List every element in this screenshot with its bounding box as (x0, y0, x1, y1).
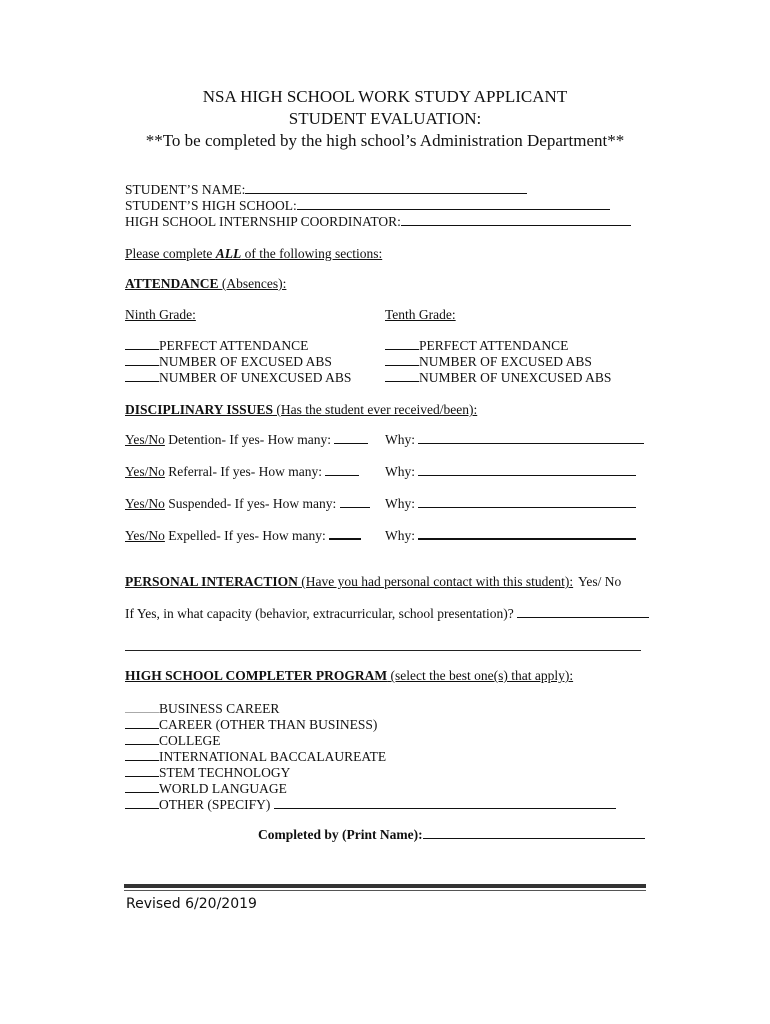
ninth-grade-label: Ninth Grade: (125, 307, 196, 322)
ninth-excused-row (125, 353, 332, 370)
stem-checkbox[interactable] (125, 764, 159, 777)
disciplinary-title: DISCIPLINARY ISSUES (125, 402, 273, 417)
capacity-field[interactable] (517, 605, 649, 618)
other-checkbox[interactable] (125, 796, 159, 809)
suspended-why-label: Why: (385, 496, 415, 511)
tenth-unexcused-label: NUMBER OF UNEXCUSED ABS (419, 370, 612, 385)
completer-subtitle: (select the best one(s) that apply): (387, 668, 574, 683)
ninth-perfect-field[interactable] (125, 337, 159, 350)
ninth-excused-label: NUMBER OF EXCUSED ABS (159, 354, 332, 369)
suspended-label: Suspended- If yes- How many: (164, 496, 337, 511)
expelled-count-field[interactable] (329, 526, 361, 540)
capacity-row (125, 605, 649, 622)
footer-divider-thin (124, 890, 646, 891)
completed-by-row (258, 826, 645, 843)
tenth-perfect-row (385, 337, 568, 354)
footer-divider (124, 884, 646, 888)
suspended-yes-no[interactable]: Yes/No (125, 496, 165, 511)
expelled-label: Expelled- If yes- How many: (164, 528, 326, 543)
tenth-perfect-field[interactable] (385, 337, 419, 350)
completer-item-ib (125, 748, 386, 765)
personal-heading-row (125, 574, 573, 590)
personal-yes-no[interactable]: Yes/ No (578, 574, 622, 589)
completer-item-career (125, 716, 377, 733)
capacity-question: If Yes, in what capacity (behavior, extracurricular, school presentation)? (125, 606, 514, 621)
career-label: CAREER (OTHER THAN BUSINESS) (159, 717, 378, 732)
instructions-prefix: Please complete (125, 246, 216, 261)
expelled-yes-no[interactable]: Yes/No (125, 528, 165, 543)
tenth-grade-label: Tenth Grade: (385, 307, 456, 322)
student-name-label: STUDENT’S NAME: (125, 182, 246, 197)
business-label: BUSINESS CAREER (159, 701, 280, 716)
detention-count-field[interactable] (334, 431, 368, 444)
tenth-excused-row (385, 353, 592, 370)
detention-yes-no[interactable]: Yes/No (125, 432, 165, 447)
ninth-perfect-row (125, 337, 308, 354)
tenth-perfect-label: PERFECT ATTENDANCE (419, 338, 569, 353)
attendance-heading (125, 276, 286, 292)
referral-row (125, 463, 359, 480)
personal-title: PERSONAL INTERACTION (125, 574, 298, 589)
referral-count-field[interactable] (325, 463, 359, 476)
ninth-unexcused-label: NUMBER OF UNEXCUSED ABS (159, 370, 352, 385)
other-label: OTHER (SPECIFY) (159, 797, 271, 812)
completer-item-college (125, 732, 221, 749)
instructions-suffix: of the following sections: (241, 246, 383, 261)
expelled-why-row (385, 526, 636, 544)
completer-item-stem (125, 764, 290, 781)
ninth-unexcused-row (125, 369, 351, 386)
student-school-field[interactable] (297, 197, 610, 210)
ninth-excused-field[interactable] (125, 353, 159, 366)
stem-label: STEM TECHNOLOGY (159, 765, 291, 780)
tenth-excused-field[interactable] (385, 353, 419, 366)
ib-label: INTERNATIONAL BACCALAUREATE (159, 749, 387, 764)
ninth-perfect-label: PERFECT ATTENDANCE (159, 338, 309, 353)
completer-title: HIGH SCHOOL COMPLETER PROGRAM (125, 668, 388, 683)
world-language-checkbox[interactable] (125, 780, 159, 793)
detention-why-label: Why: (385, 432, 415, 447)
world-language-label: WORLD LANGUAGE (159, 781, 287, 796)
completed-by-field[interactable] (423, 826, 645, 839)
disciplinary-subtitle: (Has the student ever received/been): (272, 402, 478, 417)
student-name-row (125, 181, 527, 198)
form-title-line2: STUDENT EVALUATION: (288, 109, 482, 128)
referral-why-label: Why: (385, 464, 415, 479)
tenth-unexcused-field[interactable] (385, 369, 419, 382)
attendance-title: ATTENDANCE (125, 276, 219, 291)
detention-label: Detention- If yes- How many: (164, 432, 331, 447)
detention-why-row (385, 431, 644, 448)
referral-yes-no[interactable]: Yes/No (125, 464, 165, 479)
coordinator-row (125, 213, 631, 230)
completer-heading (125, 668, 573, 684)
completed-by-label: Completed by (Print Name): (258, 827, 423, 842)
career-checkbox[interactable] (125, 716, 159, 729)
completer-item-other (125, 796, 616, 813)
revised-date: Revised 6/20/2019 (126, 896, 257, 912)
expelled-row (125, 526, 361, 544)
form-title-line1: NSA HIGH SCHOOL WORK STUDY APPLICANT (202, 87, 568, 106)
detention-why-field[interactable] (418, 431, 644, 444)
business-checkbox[interactable] (125, 700, 159, 713)
college-label: COLLEGE (159, 733, 221, 748)
other-specify-field[interactable] (274, 796, 616, 809)
coordinator-field[interactable] (401, 213, 631, 226)
detention-row (125, 431, 368, 448)
ib-checkbox[interactable] (125, 748, 159, 761)
suspended-row (125, 495, 370, 512)
student-school-row (125, 197, 610, 214)
referral-why-row (385, 463, 636, 480)
completer-item-business (125, 700, 279, 717)
suspended-why-field[interactable] (418, 495, 636, 508)
referral-label: Referral- If yes- How many: (164, 464, 322, 479)
coordinator-label: HIGH SCHOOL INTERNSHIP COORDINATOR: (125, 214, 401, 229)
completer-item-world-language (125, 780, 287, 797)
suspended-count-field[interactable] (340, 495, 370, 508)
tenth-unexcused-row (385, 369, 611, 386)
instructions-emphasis: ALL (215, 246, 242, 261)
form-title-line3: **To be completed by the high school’s Administration Department** (145, 131, 625, 150)
expelled-why-field[interactable] (418, 526, 636, 540)
referral-why-field[interactable] (418, 463, 636, 476)
instructions (125, 246, 382, 262)
suspended-why-row (385, 495, 636, 512)
student-school-label: STUDENT’S HIGH SCHOOL: (125, 198, 297, 213)
capacity-field-line2[interactable] (125, 650, 641, 651)
expelled-why-label: Why: (385, 528, 415, 543)
ninth-unexcused-field[interactable] (125, 369, 159, 382)
tenth-excused-label: NUMBER OF EXCUSED ABS (419, 354, 592, 369)
personal-subtitle: (Have you had personal contact with this student): (297, 574, 574, 589)
disciplinary-heading (125, 402, 477, 418)
college-checkbox[interactable] (125, 732, 159, 745)
student-name-field[interactable] (245, 181, 527, 194)
attendance-subtitle: (Absences): (218, 276, 287, 291)
